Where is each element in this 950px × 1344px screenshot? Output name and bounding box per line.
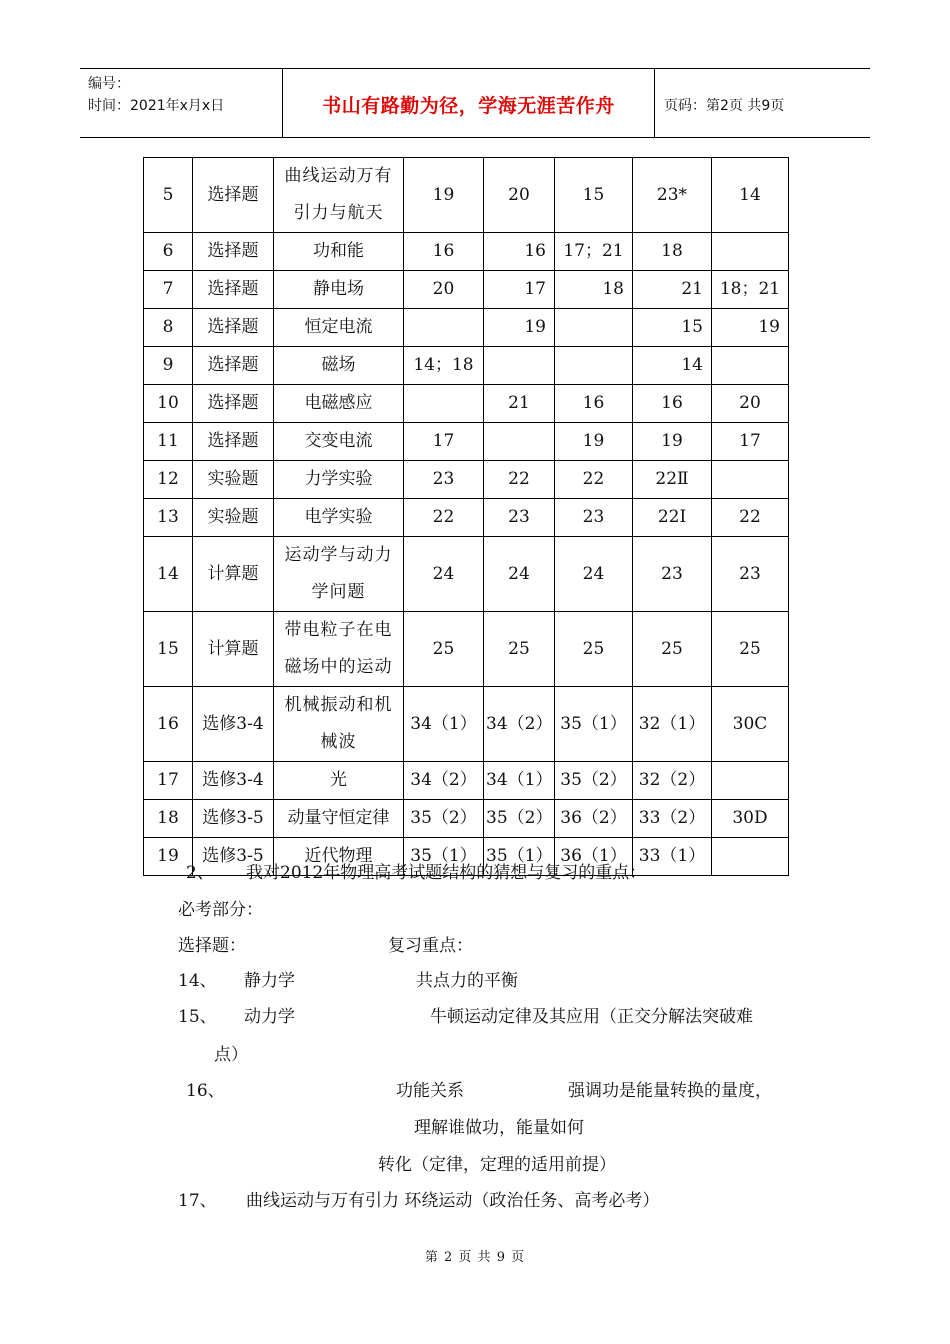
table-cell-no: 16 — [144, 687, 193, 762]
table-cell-type: 计算题 — [193, 537, 274, 612]
table-row — [144, 158, 789, 233]
table-cell-c5: 17 — [712, 423, 789, 461]
table-cell-topic: 近代物理 — [274, 838, 404, 876]
table-cell-c2: 22 — [484, 461, 555, 499]
table-cell-c5: 22 — [712, 499, 789, 537]
table-cell-c1: 16 — [404, 233, 484, 271]
table-cell-no: 10 — [144, 385, 193, 423]
table-cell-c4: 15 — [633, 309, 712, 347]
table-cell-c2: 34（2） — [484, 687, 555, 762]
table-cell-c3: 16 — [555, 385, 633, 423]
table-cell-topic: 力学实验 — [274, 461, 404, 499]
table-cell-topic: 曲线运动万有引力与航天 — [274, 158, 404, 233]
table-cell-no: 14 — [144, 537, 193, 612]
table-cell-c1: 17 — [404, 423, 484, 461]
table-cell-c4: 19 — [633, 423, 712, 461]
paragraph-text: 我对2012年物理高考试题结构的猜想与复习的重点： — [246, 863, 647, 883]
table-cell-c4: 32（2） — [633, 762, 712, 800]
table-cell-c3: 17；21 — [555, 233, 633, 271]
page-footer: 第 2 页 共 9 页 — [424, 1250, 526, 1265]
table-cell-topic: 电磁感应 — [274, 385, 404, 423]
table-cell-topic: 机械振动和机械波 — [274, 687, 404, 762]
table-cell-type: 选择题 — [193, 423, 274, 461]
table-cell-c4: 33（2） — [633, 800, 712, 838]
table-cell-c5: 19 — [712, 309, 789, 347]
list-item-topic: 功能关系 — [396, 1081, 464, 1101]
table-row — [144, 347, 789, 385]
table-cell-topic: 交变电流 — [274, 423, 404, 461]
table-cell-c4: 18 — [633, 233, 712, 271]
table-cell-type: 实验题 — [193, 461, 274, 499]
table-cell-c5: 30C — [712, 687, 789, 762]
table-cell-c3: 22 — [555, 461, 633, 499]
table-cell-c3 — [555, 309, 633, 347]
table-cell-c1: 34（1） — [404, 687, 484, 762]
table-cell-c1: 24 — [404, 537, 484, 612]
table-cell-type: 计算题 — [193, 612, 274, 687]
table-cell-type: 选择题 — [193, 309, 274, 347]
list-item-focus: 共点力的平衡 — [416, 971, 518, 991]
table-row — [144, 687, 789, 762]
table-row — [144, 612, 789, 687]
table-cell-c2: 35（2） — [484, 800, 555, 838]
table-cell-c4: 33（1） — [633, 838, 712, 876]
table-cell-c4: 23* — [633, 158, 712, 233]
table-cell-no: 13 — [144, 499, 193, 537]
table-cell-type: 选修3-5 — [193, 838, 274, 876]
table-cell-type: 选修3-4 — [193, 687, 274, 762]
header-motto: 书山有路勤为径，学海无涯苦作舟 — [322, 95, 615, 117]
table-cell-c3: 35（1） — [555, 687, 633, 762]
table-row — [144, 499, 789, 537]
table-cell-type: 选修3-5 — [193, 800, 274, 838]
table-cell-c1: 25 — [404, 612, 484, 687]
page-header — [80, 68, 870, 138]
table-cell-c2: 24 — [484, 537, 555, 612]
section-heading: 必考部分： — [178, 900, 263, 920]
table-cell-no: 7 — [144, 271, 193, 309]
table-cell-c1 — [404, 385, 484, 423]
list-item-topic: 动力学 — [244, 1007, 295, 1027]
table-cell-topic: 功和能 — [274, 233, 404, 271]
table-cell-c5 — [712, 762, 789, 800]
table-cell-c2: 23 — [484, 499, 555, 537]
table-cell-c4: 21 — [633, 271, 712, 309]
table-cell-no: 11 — [144, 423, 193, 461]
table-cell-c4: 14 — [633, 347, 712, 385]
table-row — [144, 461, 789, 499]
table-cell-no: 12 — [144, 461, 193, 499]
list-item-focus-cont: 转化（定律，定理的适用前提） — [378, 1155, 616, 1175]
table-cell-topic: 动量守恒定律 — [274, 800, 404, 838]
table-cell-c2 — [484, 347, 555, 385]
header-number-label: 编号： — [88, 76, 130, 92]
table-row — [144, 800, 789, 838]
table-cell-no: 9 — [144, 347, 193, 385]
table-cell-c5 — [712, 347, 789, 385]
list-item-focus-cont: 理解谁做功，能量如何 — [414, 1118, 584, 1138]
table-cell-type: 选修3-4 — [193, 762, 274, 800]
table-cell-c5: 20 — [712, 385, 789, 423]
table-cell-type: 选择题 — [193, 347, 274, 385]
table-cell-c3: 36（2） — [555, 800, 633, 838]
table-cell-c5 — [712, 461, 789, 499]
list-item-focus-cont: 点） — [214, 1045, 248, 1065]
table-cell-c2: 25 — [484, 612, 555, 687]
table-cell-c5 — [712, 838, 789, 876]
table-cell-type: 选择题 — [193, 158, 274, 233]
table-cell-c4: 25 — [633, 612, 712, 687]
list-item-number: 17、 — [178, 1191, 217, 1211]
table-cell-c2: 17 — [484, 271, 555, 309]
table-cell-no: 15 — [144, 612, 193, 687]
table-cell-c1: 19 — [404, 158, 484, 233]
table-cell-c3: 36（1） — [555, 838, 633, 876]
table-cell-c1: 35（1） — [404, 838, 484, 876]
table-cell-type: 选择题 — [193, 385, 274, 423]
table-cell-c5: 14 — [712, 158, 789, 233]
list-item-focus: 牛顿运动定律及其应用（正交分解法突破难 — [430, 1007, 753, 1027]
table-cell-c3: 24 — [555, 537, 633, 612]
list-item-number: 16、 — [186, 1081, 225, 1101]
table-cell-c1: 34（2） — [404, 762, 484, 800]
table-cell-c1 — [404, 309, 484, 347]
table-cell-c3: 18 — [555, 271, 633, 309]
table-cell-c3: 23 — [555, 499, 633, 537]
table-cell-topic: 恒定电流 — [274, 309, 404, 347]
table-cell-topic: 光 — [274, 762, 404, 800]
exam-structure-table — [143, 157, 789, 876]
table-row — [144, 423, 789, 461]
table-cell-c3: 25 — [555, 612, 633, 687]
table-cell-c5: 23 — [712, 537, 789, 612]
table-cell-type: 选择题 — [193, 271, 274, 309]
table-cell-type: 实验题 — [193, 499, 274, 537]
table-cell-c4: 22Ⅱ — [633, 461, 712, 499]
table-row — [144, 762, 789, 800]
header-divider — [654, 69, 655, 137]
header-meta — [88, 73, 224, 117]
table-cell-no: 6 — [144, 233, 193, 271]
table-cell-c4: 32（1） — [633, 687, 712, 762]
list-item-topic: 静力学 — [244, 971, 295, 991]
table-row — [144, 309, 789, 347]
table-cell-c2: 21 — [484, 385, 555, 423]
table-cell-c2 — [484, 423, 555, 461]
header-time-label: 时间：2021年x月x日 — [88, 98, 225, 114]
table-cell-c2: 20 — [484, 158, 555, 233]
table-cell-topic: 静电场 — [274, 271, 404, 309]
list-item-focus: 强调功是能量转换的量度， — [568, 1081, 772, 1101]
table-cell-c3: 15 — [555, 158, 633, 233]
list-item-number: 14、 — [178, 971, 217, 991]
table-cell-c2: 34（1） — [484, 762, 555, 800]
table-cell-c5: 30D — [712, 800, 789, 838]
table-cell-no: 18 — [144, 800, 193, 838]
table-cell-c3: 19 — [555, 423, 633, 461]
table-cell-no: 19 — [144, 838, 193, 876]
table-cell-c2: 19 — [484, 309, 555, 347]
table-cell-c1: 23 — [404, 461, 484, 499]
table-cell-c1: 35（2） — [404, 800, 484, 838]
table-cell-c5: 18；21 — [712, 271, 789, 309]
table-cell-c1: 14；18 — [404, 347, 484, 385]
table-row — [144, 537, 789, 612]
table-cell-topic: 磁场 — [274, 347, 404, 385]
table-cell-c2: 16 — [484, 233, 555, 271]
table-row — [144, 271, 789, 309]
table-cell-c4: 23 — [633, 537, 712, 612]
list-label: 选择题： — [178, 936, 246, 956]
table-cell-c5 — [712, 233, 789, 271]
table-cell-c1: 20 — [404, 271, 484, 309]
list-item-topic: 曲线运动与万有引力 环绕运动（政治任务、高考必考） — [246, 1191, 660, 1211]
table-cell-no: 8 — [144, 309, 193, 347]
list-item-number: 15、 — [178, 1007, 217, 1027]
list-label: 复习重点： — [388, 936, 473, 956]
table-cell-topic: 带电粒子在电磁场中的运动 — [274, 612, 404, 687]
table-cell-topic: 电学实验 — [274, 499, 404, 537]
table-cell-no: 5 — [144, 158, 193, 233]
table-cell-c3: 35（2） — [555, 762, 633, 800]
table-cell-no: 17 — [144, 762, 193, 800]
header-page-label: 页码：第2页 共9页 — [664, 98, 785, 114]
table-cell-type: 选择题 — [193, 233, 274, 271]
table-cell-c2: 35（1） — [484, 838, 555, 876]
table-cell-c4: 22Ⅰ — [633, 499, 712, 537]
table-row — [144, 233, 789, 271]
table-cell-c1: 22 — [404, 499, 484, 537]
table-cell-c5: 25 — [712, 612, 789, 687]
paragraph-number: 2、 — [186, 863, 214, 883]
table-row — [144, 385, 789, 423]
table-cell-topic: 运动学与动力学问题 — [274, 537, 404, 612]
table-cell-c3 — [555, 347, 633, 385]
table-cell-c4: 16 — [633, 385, 712, 423]
